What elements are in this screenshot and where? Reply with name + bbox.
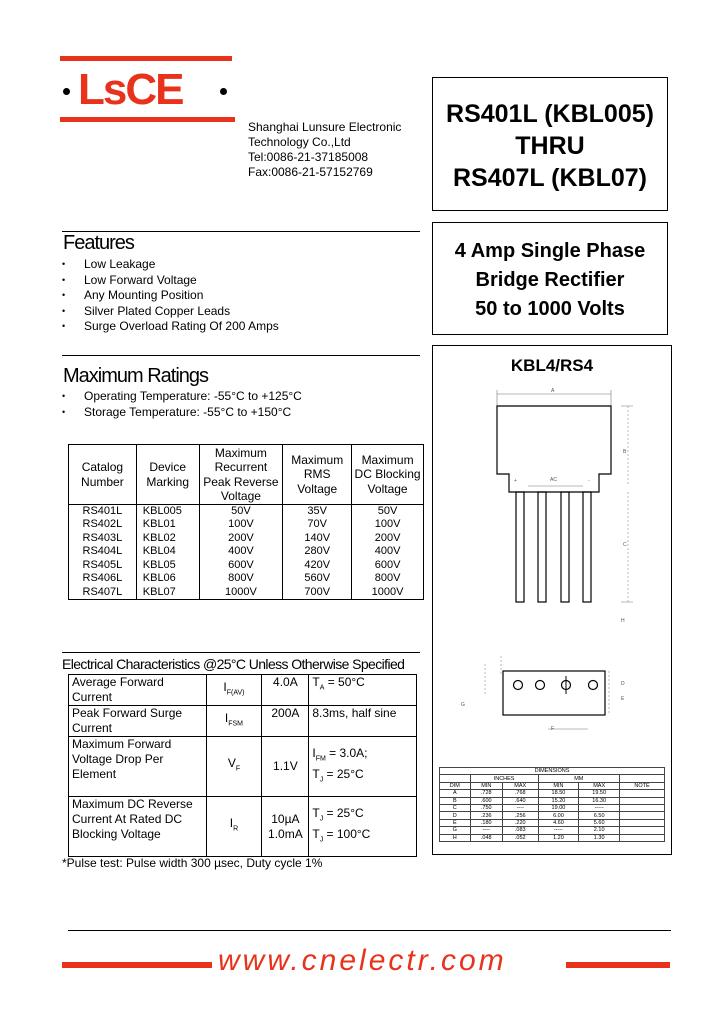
title-line-3: RS407L (KBL07) (452, 164, 648, 192)
table-row (69, 545, 424, 559)
cell: .640 (502, 797, 538, 804)
company-info (248, 120, 401, 180)
cell: RS404L (69, 545, 137, 559)
cell: A (440, 790, 471, 797)
features-heading: Features (63, 232, 134, 254)
cell: E (440, 819, 471, 826)
footer-red-bar-left (62, 962, 212, 968)
company-tel: Tel:0086-21-37185008 (248, 150, 369, 164)
footer-divider (68, 930, 671, 931)
subtitle-line-3: 50 to 1000 Volts (475, 298, 625, 320)
cell: ----- (579, 804, 620, 811)
logo-bottom-bar (60, 117, 235, 122)
dim-label-g: G (461, 702, 465, 708)
cell: .048 (470, 834, 502, 841)
cell: RS406L (69, 572, 137, 586)
part-number-box (432, 77, 668, 211)
condition-cell: $T_J = 25^\circ C$ $T_J = 100^\circ C$ (309, 797, 417, 857)
cell: .236 (470, 812, 502, 819)
cell: DIM (440, 782, 471, 789)
table-row (440, 790, 665, 797)
company-name-1: Shanghai Lunsure Electronic (248, 120, 402, 134)
cell: 200V (352, 532, 424, 546)
cell: 35V (283, 505, 352, 519)
cell: 6.50 (579, 812, 620, 819)
dim-label-h: H (621, 618, 625, 624)
cell: G (440, 827, 471, 834)
cell: 18.50 (538, 790, 579, 797)
package-drawing (433, 346, 673, 766)
param-cell: Maximum DC Reverse Current At Rated DC Blocking Voltage (69, 797, 207, 857)
cell: 280V (283, 545, 352, 559)
cell: RS402L (69, 518, 137, 532)
cell: 400V (352, 545, 424, 559)
cell: RS407L (69, 586, 137, 600)
ratings-table (68, 444, 424, 600)
symbol-cell: $I_{F(AV)}$ (206, 675, 262, 706)
dim-label-ac: AC (550, 477, 557, 483)
cell: C (440, 804, 471, 811)
param-cell: Peak Forward Surge Current (69, 706, 207, 737)
cell: MIN (470, 782, 502, 789)
features-list (62, 257, 279, 335)
cell: .180 (470, 819, 502, 826)
cell: 15.20 (538, 797, 579, 804)
cell (620, 812, 665, 819)
table-row (69, 706, 417, 737)
cell: 19.00 (538, 804, 579, 811)
electrical-table (68, 674, 417, 857)
cell: .768 (502, 790, 538, 797)
cell (620, 827, 665, 834)
cell: B (440, 797, 471, 804)
company-name-2: Technology Co.,Ltd (248, 135, 351, 149)
col-header-vrms: Maximum RMS Voltage (283, 445, 352, 505)
max-ratings-heading: Maximum Ratings (63, 365, 209, 387)
cell: KBL005 (136, 505, 199, 519)
max-ratings-list (62, 389, 302, 420)
cell (620, 804, 665, 811)
value-cell: 200A (262, 706, 309, 737)
col-header-catalog: Catalog Number (69, 445, 137, 505)
footer-red-bar-right (566, 962, 670, 968)
cell: 200V (199, 532, 283, 546)
table-row (440, 812, 665, 819)
ratings-divider (62, 355, 420, 356)
table-row (69, 518, 424, 532)
cell (620, 834, 665, 841)
dim-label-minus: - (588, 478, 590, 484)
dimensions-table (439, 767, 665, 842)
table-row (440, 775, 665, 782)
company-fax: Fax:0086-21-57152769 (248, 165, 373, 179)
cell: 50V (352, 505, 424, 519)
subtitle-line-1: 4 Amp Single Phase (454, 240, 646, 262)
table-row (440, 827, 665, 834)
dim-label-a: A (551, 388, 555, 394)
symbol-cell: $I_{FSM}$ (206, 706, 262, 737)
electrical-divider (62, 652, 420, 653)
dim-label-f: F (551, 726, 555, 732)
cell: 140V (283, 532, 352, 546)
table-row (440, 804, 665, 811)
rating-item: • Storage Temperature: -55°C to +150°C (62, 405, 302, 421)
cell: MAX (502, 782, 538, 789)
footer-website-link[interactable]: www.cnelectr.com (218, 944, 507, 977)
cell: .600 (470, 797, 502, 804)
cell: 100V (352, 518, 424, 532)
table-row (69, 797, 417, 857)
table-row (69, 532, 424, 546)
title-line-2: THRU (515, 132, 585, 160)
cell: RS401L (69, 505, 137, 519)
features-divider (62, 231, 420, 232)
dim-label-c: C (623, 542, 627, 548)
symbol-cell: $V_F$ (206, 737, 262, 797)
cell: 560V (283, 572, 352, 586)
dim-mm: MM (538, 775, 619, 782)
cell: ---- (502, 804, 538, 811)
logo-dot (63, 88, 70, 95)
table-row (69, 505, 424, 519)
cell: 1.20 (538, 834, 579, 841)
cell: ----- (538, 827, 579, 834)
cell: 700V (283, 586, 352, 600)
cell: 800V (352, 572, 424, 586)
cell: .728 (470, 790, 502, 797)
cell: 70V (283, 518, 352, 532)
param-cell: Average Forward Current (69, 675, 207, 706)
table-row (69, 572, 424, 586)
cell: 400V (199, 545, 283, 559)
description-box (432, 222, 668, 335)
cell: .052 (502, 834, 538, 841)
logo-text: LsCE (78, 65, 183, 114)
cell: KBL02 (136, 532, 199, 546)
table-row (440, 797, 665, 804)
table-row (440, 834, 665, 841)
table-row (440, 819, 665, 826)
cell: .220 (502, 819, 538, 826)
table-row (440, 782, 665, 789)
dim-label-d: D (621, 681, 625, 687)
cell (620, 790, 665, 797)
cell: 19.50 (579, 790, 620, 797)
title-line-1: RS401L (KBL005) (446, 100, 654, 128)
cell: MIN (538, 782, 579, 789)
condition-cell: 8.3ms, half sine (309, 706, 417, 737)
table-row (440, 768, 665, 775)
cell: 600V (352, 559, 424, 573)
cell: D (440, 812, 471, 819)
cell: 800V (199, 572, 283, 586)
value-cell: 10µA 1.0mA (262, 797, 309, 857)
cell: KBL05 (136, 559, 199, 573)
cell: H (440, 834, 471, 841)
dim-label-e: E (621, 696, 625, 702)
dim-title: DIMENSIONS (440, 768, 665, 775)
table-row (69, 559, 424, 573)
feature-item: • Low Forward Voltage (62, 273, 279, 289)
cell (620, 797, 665, 804)
logo-top-bar (60, 56, 232, 61)
subtitle-line-2: Bridge Rectifier (475, 269, 625, 291)
cell: .750 (470, 804, 502, 811)
logo-dot (220, 88, 227, 95)
pulse-test-note: *Pulse test: Pulse width 300 µsec, Duty cycle 1% (62, 856, 323, 870)
cell: 50V (199, 505, 283, 519)
dim-inches: INCHES (470, 775, 538, 782)
cell: 100V (199, 518, 283, 532)
cell: KBL07 (136, 586, 199, 600)
cell: 2.10 (579, 827, 620, 834)
symbol-cell: $I_R$ (206, 797, 262, 857)
cell: NOTE (620, 782, 665, 789)
table-row (69, 586, 424, 600)
col-header-vrrm: Maximum Recurrent Peak Reverse Voltage (199, 445, 283, 505)
rating-item: • Operating Temperature: -55°C to +125°C (62, 389, 302, 405)
package-title: KBL4/RS4 (510, 356, 594, 375)
feature-item: • Any Mounting Position (62, 288, 279, 304)
cell: 16.30 (579, 797, 620, 804)
table-row (69, 675, 417, 706)
cell: 5.60 (579, 819, 620, 826)
cell: KBL04 (136, 545, 199, 559)
company-logo (60, 66, 235, 114)
cell: 1.30 (579, 834, 620, 841)
col-header-vdc: Maximum DC Blocking Voltage (352, 445, 424, 505)
cell (620, 819, 665, 826)
dim-label-b: B (623, 449, 627, 455)
package-box (432, 345, 672, 855)
value-cell: 1.1V (262, 737, 309, 797)
cell: RS403L (69, 532, 137, 546)
cell: MAX (579, 782, 620, 789)
cell: RS405L (69, 559, 137, 573)
cell: 4.60 (538, 819, 579, 826)
value-cell: 4.0A (262, 675, 309, 706)
param-cell: Maximum Forward Voltage Drop Per Element (69, 737, 207, 797)
cell: 600V (199, 559, 283, 573)
cell: 6.00 (538, 812, 579, 819)
cell: KBL06 (136, 572, 199, 586)
cell: 1000V (199, 586, 283, 600)
cell: 1000V (352, 586, 424, 600)
electrical-heading: Electrical Characteristics @25°C Unless Otherwise Specified (62, 656, 405, 672)
cell: .256 (502, 812, 538, 819)
feature-item: • Low Leakage (62, 257, 279, 273)
feature-item: • Surge Overload Rating Of 200 Amps (62, 319, 279, 335)
cell: ---- (470, 827, 502, 834)
condition-cell: $T_A = 50^\circ C$ (309, 675, 417, 706)
condition-cell: $I_{FM} = 3.0A$; $T_J = 25^\circ C$ (309, 737, 417, 797)
dim-label-plus: + (514, 478, 517, 484)
table-row (69, 737, 417, 797)
cell: KBL01 (136, 518, 199, 532)
col-header-marking: Device Marking (136, 445, 199, 505)
cell: 420V (283, 559, 352, 573)
feature-item: • Silver Plated Copper Leads (62, 304, 279, 320)
cell: .083 (502, 827, 538, 834)
